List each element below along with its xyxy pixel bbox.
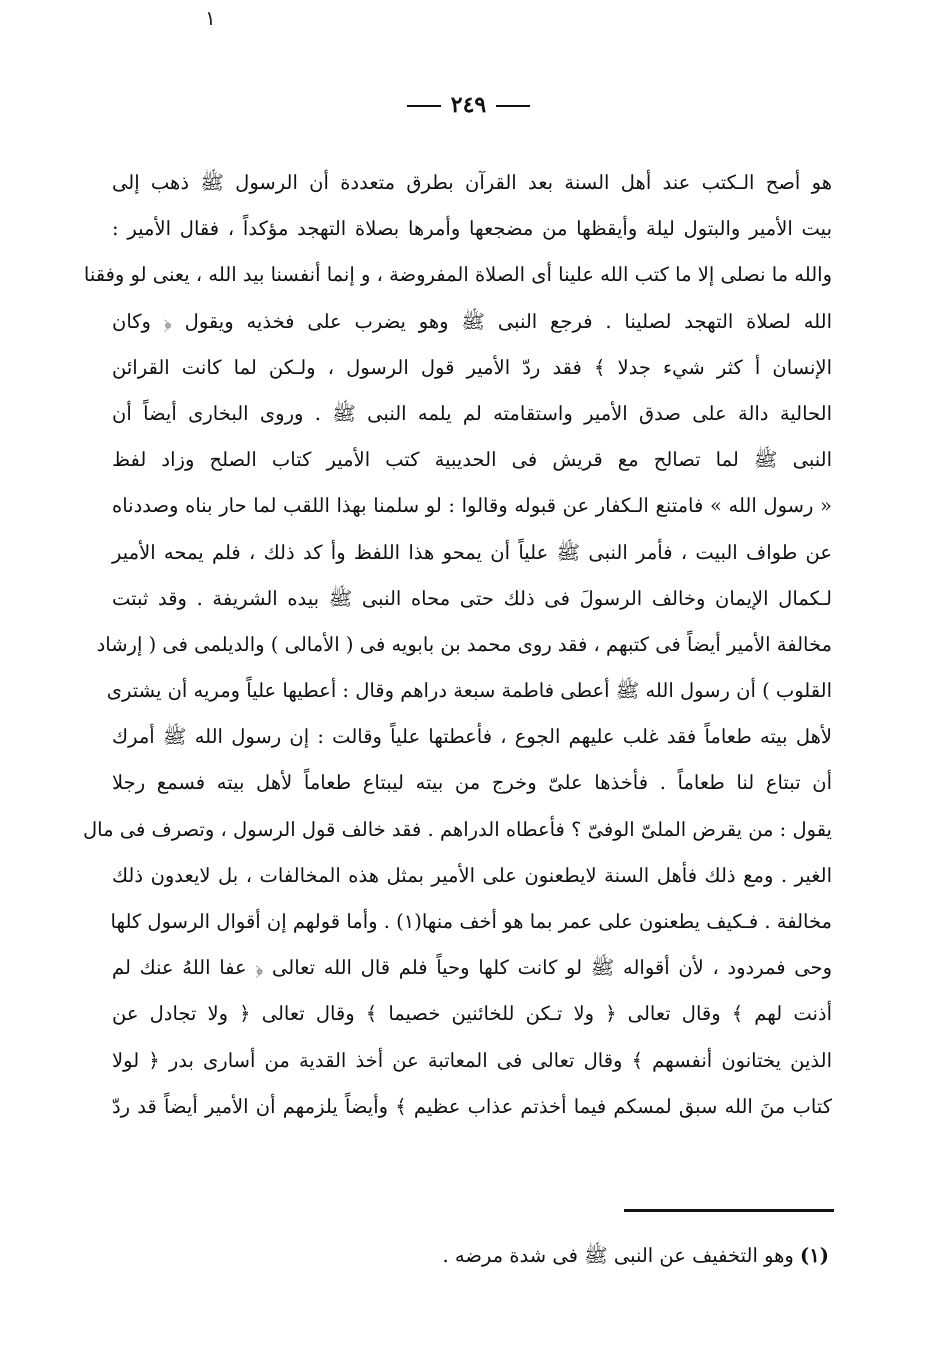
text-line: الغير . ومع ذلك فأهل السنة لايطعنون على الأمير بمثل هذه المخالفات ، بل لايعدون ذلك (112, 863, 832, 887)
text-line: الحالية دالة على صدق الأمير واستقامته لم يلمه النبى ﷺ . وروى البخارى أيضاً أن (112, 401, 832, 425)
footnote-text: وهو التخفيف عن النبى ﷺ فى شدة مرضه . (442, 1244, 794, 1267)
text-line: مخالفة . فـكيف يطعنون على عمر بما هو أخف منها(١) . وأما قولهم إن أقوال الرسول كلها (110, 910, 832, 933)
text-line: والله ما نصلى إلا ما كتب الله علينا أى الصلاة المفروضة ، و إنما أنفسنا بيد الله ، يعنى لو وفقنا (83, 263, 832, 287)
text-line: هو أصح الـكتب عند أهل السنة بعد القرآن بطرق متعددة أن الرسول ﷺ ذهب إلى (112, 171, 832, 194)
footnote (443, 1236, 829, 1276)
text-line: « رسول الله » فامتنع الـكفار عن قبوله وقالوا : لو سلمنا بهذا اللقب لما حار بناه وصددناه (112, 494, 832, 518)
text-line: أن تبتاع لنا طعاماً . فأخذها علىّ وخرج من بيته ليبتاع طعاماً لأهل بيته فسمع رجلا (112, 771, 832, 795)
footnote-rule (624, 1209, 834, 1212)
text-line: الذين يختانون أنفسهم ﴾ وقال تعالى فى المعاتبة عن أخذ القدية من أسارى بدر ﴿ لولا (112, 1048, 832, 1072)
text-line: النبى ﷺ لما تصالح مع قريش فى الحديبية كتب الأمير كتاب الصلح وزاد لفظ (112, 448, 832, 472)
body-text (83, 160, 832, 1130)
text-line: كتاب منَ الله سبق لمسكم فيما أخذتم عذاب عظيم ﴾ وأيضاً يلزمهم أن الأمير أيضاً قد ردّ (112, 1094, 832, 1118)
text-line: أذنت لهم ﴾ وقال تعالى ﴿ ولا تـكن للخائنين خصيما ﴾ وقال تعالى ﴿ ولا تجادل عن (112, 1002, 832, 1026)
right-dash (407, 105, 441, 107)
left-dash (496, 105, 530, 107)
text-line: لأهل بيته طعاماً فقد غلب عليهم الجوع ، فأعطتها علياً وقالت : إن رسول الله ﷺ أمرك (112, 725, 832, 749)
text-line: القلوب ) أن رسول الله ﷺ أعطى فاطمة سبعة دراهم وقال : أعطيها علياً ومريه أن يشترى (106, 679, 832, 703)
page-number-header (0, 92, 937, 118)
text-line: مخالفة الأمير أيضاً فى كتبهم ، فقد روى محمد بن بابويه فى ( الأمالى ) والديلمى فى ( إرشاد (96, 632, 832, 656)
text-line: لـكمال الإيمان وخالف الرسولَ فى ذلك حتى محاه النبى ﷺ بيده الشريفة . وقد ثبتت (112, 586, 832, 610)
text-line: عن طواف البيت ، فأمر النبى ﷺ علياً أن يمحو هذا اللفظ وأ كد ذلك ، فلم يمحه الأمير (112, 540, 832, 564)
text-line: الله لصلاة التهجد لصلينا . فرجع النبى ﷺ وهو يضرب على فخذيه ويقول ﴿ وكان (112, 309, 832, 333)
corner-mark: ١ (205, 6, 216, 30)
text-line: الإنسان أ كثر شيء جدلا ﴾ فقد ردّ الأمير قول الرسول ، ولـكن لما كانت القرائن (112, 355, 832, 379)
text-line: بيت الأمير والبتول ليلة وأيقظها من مضجعها وأمرها بصلاة التهجد مؤكداً ، فقال الأمير : (112, 217, 832, 241)
text-line: وحى فمردود ، لأن أقواله ﷺ لو كانت كلها وحياً فلم قال الله تعالى ﴿ عفا اللهُ عنك لم (112, 956, 832, 980)
page-number: ٢٤٩ (450, 92, 487, 118)
text-line: يقول : من يقرض الملىّ الوفىّ ؟ فأعطاه الدراهم . فقد خالف قول الرسول ، وتصرف فى مال (83, 817, 832, 841)
footnote-number: (١) (800, 1244, 829, 1267)
